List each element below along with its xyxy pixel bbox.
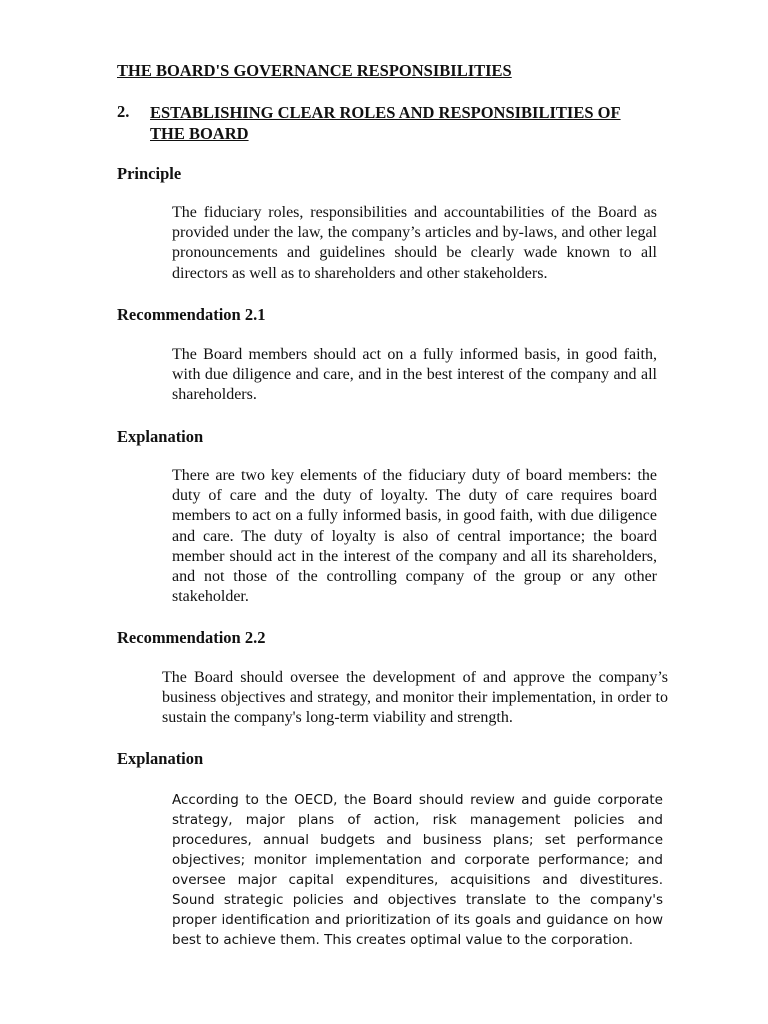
recommendation-2-1-heading: Recommendation 2.1 — [117, 305, 266, 324]
explanation-1-heading: Explanation — [117, 427, 204, 446]
explanation-2-heading: Explanation — [117, 749, 204, 768]
principle-text: The fiduciary roles, responsibilities and accountabilities of the Board as provided under the law, the company’s articles and by-laws, and other legal pronouncements and guidelines should be clearly wade known to all directors as well as to shareholders and other stakeholders. — [172, 204, 657, 282]
principle-heading: Principle — [117, 164, 182, 183]
explanation-1-text: There are two key elements of the fiduciary duty of board members: the duty of care and the duty of loyalty. The duty of care requires board members to act on a fully informed basis, in good faith, with due diligence and care. The duty of loyalty is also of central importance; the board member should act in the interest of the company and all its shareholders, and not those of the controlling company of the group or any other stakeholder. — [172, 467, 657, 606]
recommendation-2-2-text: The Board should oversee the development of and approve the company’s business objectives and strategy, and monitor their implementation, in order to sustain the company's long-term viability and strength. — [162, 669, 668, 727]
section-number: 2. — [117, 102, 130, 121]
recommendation-2-1-text: The Board members should act on a fully informed basis, in good faith, with due diligence and care, and in the best interest of the company and all shareholders. — [172, 346, 657, 404]
recommendation-2-2-heading: Recommendation 2.2 — [117, 628, 266, 647]
explanation-2-text: According to the OECD, the Board should review and guide corporate strategy, major plans of action, risk management policies and procedures, annual budgets and business plans; set performance objectives; monitor implementation and corporate performance; and oversee major capital expenditures, acquisitions and divestitures. Sound strategic policies and objectives translate to the company's proper identification and prioritization of its goals and guidance on how best to achieve them. This creates optimal value to the corporation. — [172, 792, 663, 948]
document-title: THE BOARD'S GOVERNANCE RESPONSIBILITIES — [117, 61, 512, 80]
section-title: ESTABLISHING CLEAR ROLES AND RESPONSIBILITIES OF THE BOARD — [150, 103, 621, 143]
